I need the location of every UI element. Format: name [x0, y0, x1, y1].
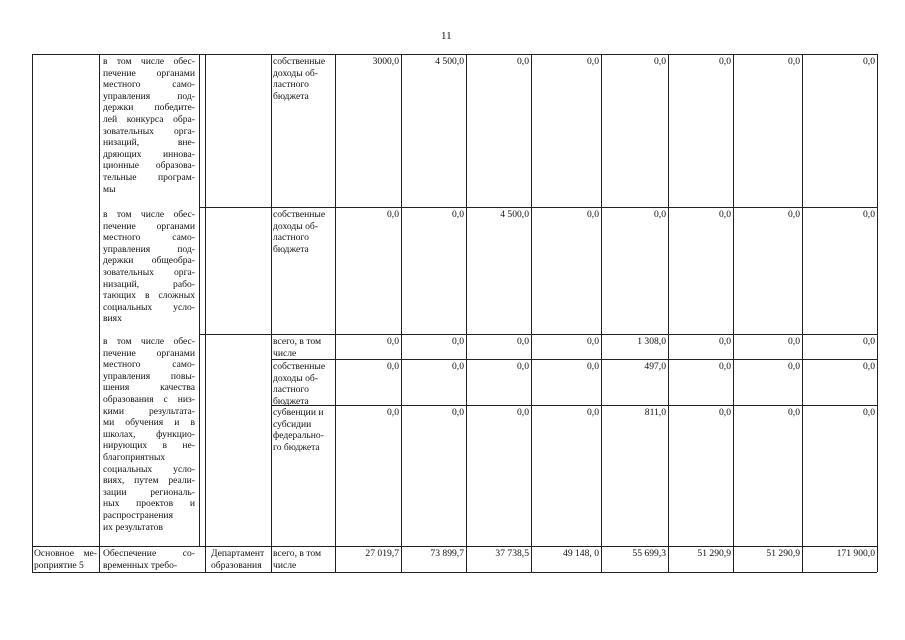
col-border-executor: [205, 54, 206, 572]
description-cell-line: держки победите-: [103, 102, 195, 114]
col-border-value: [668, 54, 669, 572]
value-cell: 0,0: [863, 336, 875, 347]
value-cell: 49 148, 0: [563, 548, 599, 559]
value-cell: 0,0: [788, 361, 800, 372]
description-cell-line: виях: [103, 313, 122, 325]
funding-source-cell-line: собственные: [273, 209, 326, 220]
description-cell-line: печение органами: [103, 220, 195, 232]
col-border-value: [733, 54, 734, 572]
value-cell: 811,0: [644, 407, 666, 418]
executor-cell-line: Департамент: [211, 548, 265, 559]
description-cell-line: дряющих иннова-: [103, 148, 195, 160]
funding-source-cell-line: числе: [273, 347, 297, 359]
description-cell-line: ных проектов и: [103, 498, 195, 510]
value-cell: 0,0: [517, 56, 529, 67]
description-cell: [103, 56, 195, 195]
col-border-value: [531, 54, 532, 572]
description-cell-line: временных требо-: [103, 559, 178, 571]
value-cell: 0,0: [788, 407, 800, 418]
description-cell-line: зовательных орга-: [103, 266, 195, 278]
description-cell-line: управления под-: [103, 243, 195, 255]
description-cell-line: местного само-: [103, 232, 195, 244]
row-border: [199, 207, 877, 208]
funding-source-cell-line: ластного: [273, 79, 309, 91]
value-cell: 0,0: [719, 209, 731, 220]
value-cell: 0,0: [863, 56, 875, 67]
funding-source-cell-line: бюджета: [273, 395, 309, 407]
description-cell-line: ционные образова-: [103, 160, 195, 172]
funding-source-cell: [273, 361, 334, 407]
value-cell: 0,0: [587, 336, 599, 347]
description-cell: [103, 336, 195, 533]
value-cell: 0,0: [587, 407, 599, 418]
funding-source-cell-line: собственные: [273, 361, 326, 372]
funding-source-cell-line: всего, в том: [273, 548, 322, 559]
description-cell-line: низаций, рабо-: [103, 278, 195, 290]
activity-cell-line: роприятие 5: [34, 559, 84, 571]
funding-source-cell-line: федерально-: [273, 430, 324, 442]
executor-cell-line: образования: [211, 559, 262, 571]
description-cell-line: распространения: [103, 509, 173, 521]
table-top-border: [32, 54, 877, 55]
funding-source-cell: [273, 407, 334, 453]
description-cell-line: их результатов: [103, 521, 163, 533]
value-cell: 51 290,9: [697, 548, 731, 559]
table-bottom-border: [32, 572, 877, 573]
funding-source-cell-line: числе: [273, 559, 297, 571]
activity-cell: [34, 548, 97, 571]
value-cell: 1 308,0: [637, 336, 666, 347]
value-cell: 0,0: [719, 336, 731, 347]
description-cell-line: ми обучения и в: [103, 417, 195, 429]
source-row-border: [271, 405, 877, 406]
value-cell: 0,0: [654, 56, 666, 67]
description-cell-line: виях, путем реали-: [103, 475, 195, 487]
value-cell: 0,0: [587, 56, 599, 67]
funding-source-cell-line: бюджета: [273, 90, 309, 102]
funding-source-cell-line: субсидии: [273, 418, 312, 430]
description-cell-line: школах, функцио-: [103, 428, 195, 440]
funding-source-cell-line: субвенции и: [273, 407, 324, 418]
value-cell: 73 899,7: [430, 548, 464, 559]
funding-source-cell-line: доходы об-: [273, 67, 318, 79]
value-cell: 37 738,5: [495, 548, 529, 559]
value-cell: 27 019,7: [365, 548, 399, 559]
funding-source-cell-line: бюджета: [273, 243, 309, 255]
value-cell: 0,0: [719, 407, 731, 418]
description-cell-line: печение органами: [103, 347, 195, 359]
value-cell: 0,0: [788, 56, 800, 67]
col-border-value: [466, 54, 467, 572]
description-cell-line: социальных усло-: [103, 463, 195, 475]
description-cell-line: в том числе обес-: [103, 336, 195, 347]
col-border-description-inner: [199, 54, 200, 546]
description-cell-line: местного само-: [103, 359, 195, 371]
description-cell-line: держки общеобра-: [103, 255, 195, 267]
description-cell-line: в том числе обес-: [103, 209, 195, 220]
funding-source-cell: [273, 56, 334, 102]
activity-cell-line: Основное ме-: [34, 548, 97, 559]
row-border: [32, 546, 877, 547]
funding-source-cell-line: доходы об-: [273, 372, 318, 384]
col-border-value: [601, 54, 602, 572]
funding-source-cell-line: ластного: [273, 384, 309, 396]
col-border-value: [335, 54, 336, 572]
funding-source-cell-line: собственные: [273, 56, 326, 67]
source-row-border: [271, 359, 877, 360]
value-cell: 0,0: [517, 361, 529, 372]
funding-source-cell-line: доходы об-: [273, 220, 318, 232]
value-cell: 55 699,3: [632, 548, 666, 559]
funding-source-cell-line: ластного: [273, 232, 309, 244]
description-cell-line: управления повы-: [103, 370, 195, 382]
description-cell-line: в том числе обес-: [103, 56, 195, 67]
value-cell: 0,0: [719, 361, 731, 372]
description-cell-line: местного само-: [103, 79, 195, 91]
col-border-value: [401, 54, 402, 572]
page-number: 11: [441, 30, 452, 42]
col-border-description: [99, 54, 100, 572]
value-cell: 0,0: [387, 209, 399, 220]
description-cell-line: лей конкурса обра-: [103, 113, 195, 125]
value-cell: 0,0: [863, 361, 875, 372]
col-border-value: [802, 54, 803, 572]
description-cell-line: образования с низ-: [103, 393, 195, 405]
value-cell: 497,0: [644, 361, 666, 372]
description-cell-line: Обеспечение со-: [103, 548, 195, 559]
description-cell-line: управления под-: [103, 90, 195, 102]
description-cell-line: кими результата-: [103, 405, 195, 417]
description-cell-line: зации региональ-: [103, 486, 195, 498]
description-cell-line: шения качества: [103, 382, 195, 394]
funding-source-cell: [273, 548, 334, 571]
value-cell: 0,0: [863, 407, 875, 418]
col-border-source: [271, 54, 272, 572]
value-cell: 0,0: [788, 336, 800, 347]
description-cell-line: тающих в сложных: [103, 290, 195, 302]
value-cell: 0,0: [452, 361, 464, 372]
description-cell: [103, 548, 195, 571]
value-cell: 0,0: [387, 336, 399, 347]
description-cell: [103, 209, 195, 325]
funding-source-cell-line: всего, в том: [273, 336, 322, 347]
value-cell: 0,0: [517, 407, 529, 418]
description-cell-line: мы: [103, 183, 116, 195]
value-cell: 0,0: [452, 407, 464, 418]
value-cell: 51 290,9: [766, 548, 800, 559]
col-border-value: [877, 54, 878, 572]
value-cell: 0,0: [863, 209, 875, 220]
description-cell-line: благоприятных: [103, 451, 166, 463]
value-cell: 0,0: [517, 336, 529, 347]
value-cell: 0,0: [654, 209, 666, 220]
value-cell: 0,0: [587, 361, 599, 372]
col-border-activity: [32, 54, 33, 572]
description-cell-line: тельные програм-: [103, 171, 195, 183]
value-cell: 0,0: [719, 56, 731, 67]
value-cell: 0,0: [452, 336, 464, 347]
value-cell: 4 500,0: [435, 56, 464, 67]
description-cell-line: низаций, вне-: [103, 137, 195, 149]
value-cell: 0,0: [387, 407, 399, 418]
value-cell: 0,0: [387, 361, 399, 372]
description-cell-line: печение органами: [103, 67, 195, 79]
value-cell: 0,0: [587, 209, 599, 220]
value-cell: 4 500,0: [500, 209, 529, 220]
executor-cell: [211, 548, 269, 571]
value-cell: 171 900,0: [836, 548, 875, 559]
value-cell: 3000,0: [372, 56, 399, 67]
row-border: [199, 334, 877, 335]
value-cell: 0,0: [452, 209, 464, 220]
description-cell-line: нирующих в не-: [103, 440, 195, 452]
funding-source-cell-line: го бюджета: [273, 441, 320, 453]
value-cell: 0,0: [788, 209, 800, 220]
description-cell-line: социальных усло-: [103, 301, 195, 313]
funding-source-cell: [273, 209, 334, 255]
funding-source-cell: [273, 336, 334, 359]
description-cell-line: зовательных орга-: [103, 125, 195, 137]
